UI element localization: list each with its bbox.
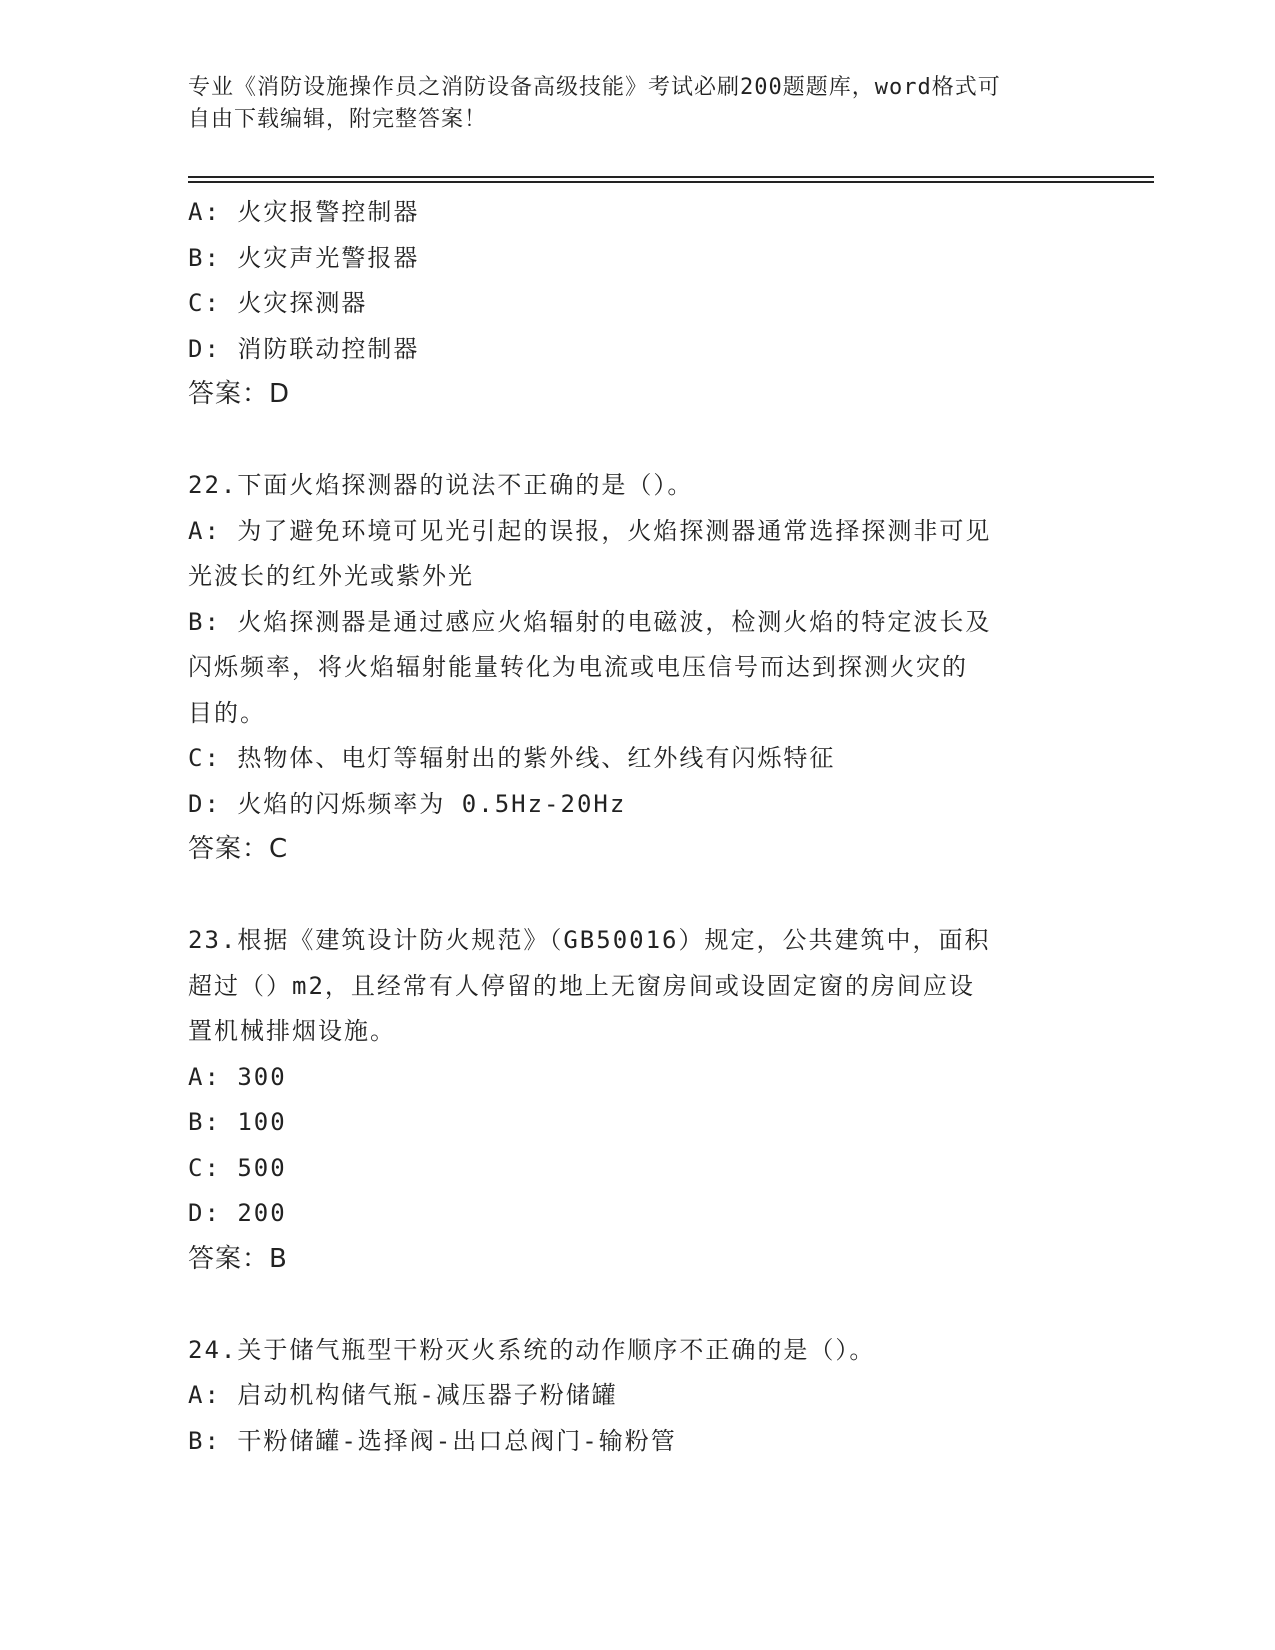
option-c: C: 火灾探测器 xyxy=(188,289,368,317)
header-line-2: 自由下载编辑，附完整答案！ xyxy=(188,107,488,132)
option-b: B: 火焰探测器是通过感应火焰辐射的电磁波，检测火焰的特定波长及 xyxy=(188,607,992,636)
option-a: A: 为了避免环境可见光引起的误报，火焰探测器通常选择探测非可见 xyxy=(188,516,992,545)
answer: 答案：B xyxy=(188,1243,288,1274)
question-21 xyxy=(188,190,1088,418)
option-c: C: 热物体、电灯等辐射出的紫外线、红外线有闪烁特征 xyxy=(188,744,836,772)
answer: 答案：C xyxy=(188,834,289,864)
option-b-cont: 闪烁频率，将火焰辐射能量转化为电流或电压信号而达到探测火灾的 xyxy=(188,653,968,681)
document-body xyxy=(188,190,1088,1464)
question-stem: 24.关于储气瓶型干粉灭火系统的动作顺序不正确的是（）。 xyxy=(188,1335,876,1364)
question-stem-cont: 超过（）m2，且经常有人停留的地上无窗房间或设固定窗的房间应设 xyxy=(188,971,975,1000)
option-a: A: 300 xyxy=(188,1062,287,1091)
question-24 xyxy=(188,1328,1088,1465)
option-d: D: 火焰的闪烁频率为 0.5Hz-20Hz xyxy=(188,789,627,818)
spacer xyxy=(188,1282,1088,1328)
option-c: C: 500 xyxy=(188,1153,287,1182)
option-b-cont: 目的。 xyxy=(188,698,266,727)
spacer xyxy=(188,418,1088,464)
header-line-1: 专业《消防设施操作员之消防设备高级技能》考试必刷200题题库，word格式可 xyxy=(188,75,1001,100)
option-b: B: 100 xyxy=(188,1108,287,1136)
question-stem-cont: 置机械排烟设施。 xyxy=(188,1017,396,1045)
spacer xyxy=(188,873,1088,919)
question-22 xyxy=(188,463,1088,873)
answer: 答案：D xyxy=(188,379,291,409)
option-d: D: 200 xyxy=(188,1199,287,1227)
option-d: D: 消防联动控制器 xyxy=(188,334,420,363)
option-a: A: 火灾报警控制器 xyxy=(188,198,420,226)
header-rule-bottom xyxy=(188,181,1154,183)
option-a: A: 启动机构储气瓶-减压器子粉储罐 xyxy=(188,1381,618,1409)
option-a-cont: 光波长的红外光或紫外光 xyxy=(188,562,474,590)
question-stem: 22.下面火焰探测器的说法不正确的是（）。 xyxy=(188,471,694,499)
question-23 xyxy=(188,918,1088,1282)
document-header xyxy=(188,72,1068,136)
option-b: B: 干粉储罐-选择阀-出口总阀门-输粉管 xyxy=(188,1426,677,1455)
header-rule-top xyxy=(188,176,1154,178)
option-b: B: 火灾声光警报器 xyxy=(188,243,420,272)
question-stem: 23.根据《建筑设计防火规范》（GB50016）规定，公共建筑中，面积 xyxy=(188,926,991,954)
